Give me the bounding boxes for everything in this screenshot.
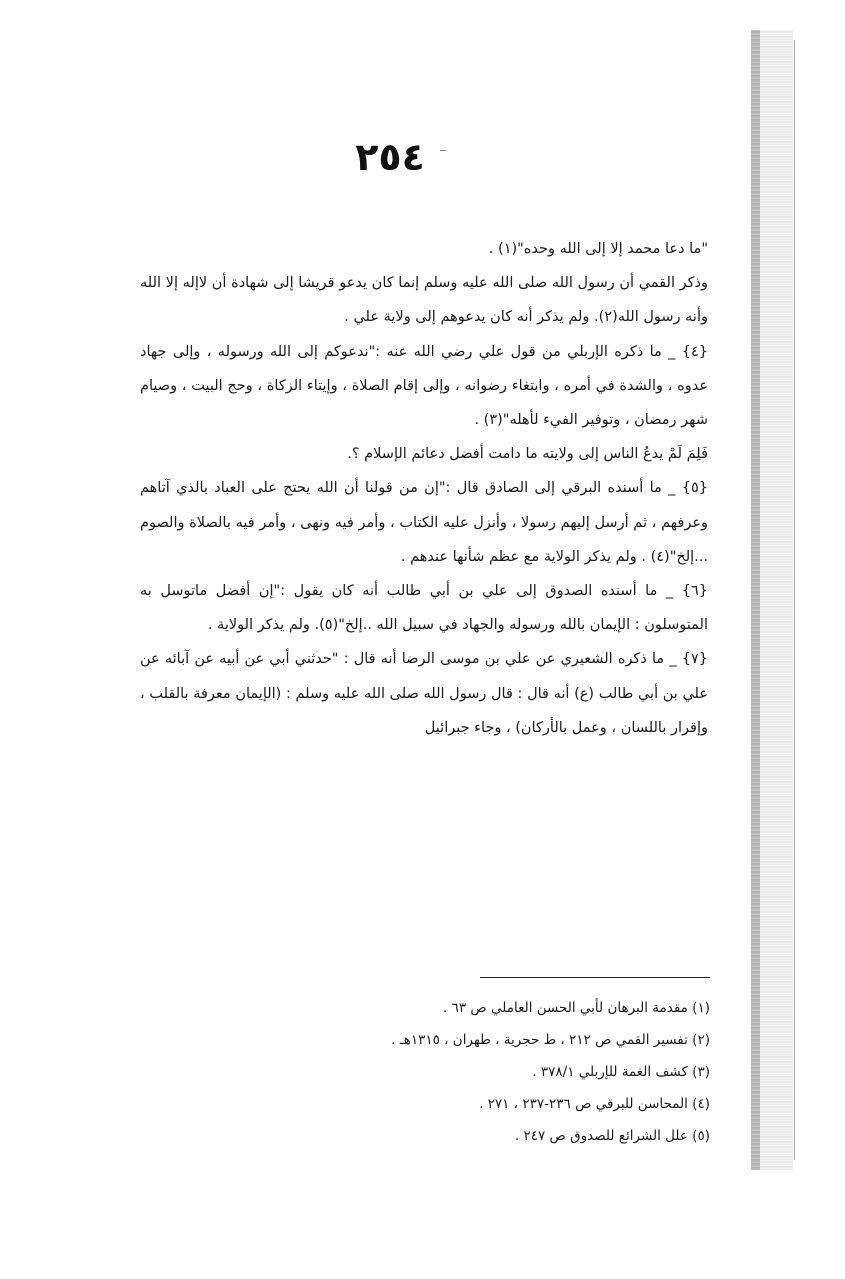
paragraph-6: {٦} _ ما أسنده الصدوق إلى علي بن أبي طالب أنه كان يقول :"إن أفضل ماتوسل به المتوسلون : الإيمان بالله ورسوله والجهاد في سبيل الله ..إلخ"(٥). ولم يذكر الولاية . [140,583,708,634]
paragraph-3: {٤} _ ما ذكره الإربلي من قول علي رضي الله عنه :"ندعوكم إلى الله ورسوله ، وإلى جهاد عدوه ، والشدة في أمره ، وابتغاء رضوانه ، وإلى إقام الصلاة ، وإيتاء الزكاة ، وحج البيت ، وصيام شهر رمضان ، وتوفير الفيء لأهله"(٣) . [140,343,708,429]
footnote-3: (٣) كشف الغمة للإربلي ٣٧٨/١ . [532,1064,710,1080]
paragraph-2: وذكر القمي أن رسول الله صلى الله عليه وسلم إنما كان يدعو قريشا إلى شهادة أن لاإله إلا الله وأنه رسول الله(٢). ولم يذكر أنه كان يدعوهم إلى ولاية علي . [140,275,708,326]
binding-line [794,40,795,1160]
paragraph-5: {٥} _ ما أسنده البرقي إلى الصادق قال :"إن من قولنا أن الله يحتج على العباد بالذي آتاهم وعرفهم ، ثم أرسل إليهم رسولا ، وأنزل عليه الكتاب ، وأمر فيه ونهى ، وأمر فيه بالصلاة والصوم ...إلخ"(٤) . ولم يذكر الولاية مع عظم شأنها عندهم . [140,480,708,565]
footnote-5: (٥) علل الشرائع للصدوق ص ٢٤٧ . [514,1128,710,1144]
footnote-4: (٤) المحاسن للبرقي ص ٢٣٦-٢٣٧ ، ٢٧١ . [479,1096,710,1112]
footnote-2: (٢) تفسير القمي ص ٢١٢ ، ط حجرية ، طهران ، ١٣١٥هـ . [391,1032,710,1048]
footnote-separator [480,977,710,978]
page-number: ٢٥٤ [355,135,425,179]
stray-mark [440,150,446,151]
footnotes [140,992,710,1152]
paragraph-4: فَلِمَ لَمْ يدعُ الناس إلى ولايته ما دامت أفضل دعائم الإسلام ؟. [347,446,708,463]
paragraph-1: "ما دعا محمد إلا إلى الله وحده"(١) . [488,241,708,257]
binding-edge-scan-artifact [751,30,793,1170]
footnote-1: (١) مقدمة البرهان لأبي الحسن العاملي ص ٦٣ . [442,1000,710,1016]
main-text [140,232,708,745]
paragraph-7: {٧} _ ما ذكره الشعيري عن علي بن موسى الرضا أنه قال : "حدثني أبي عن أبيه عن آبائه عن علي بن أبي طالب (ع) أنه قال : قال رسول الله صلى الله عليه وسلم : (الإيمان معرفة بالقلب ، وإقرار باللسان ، وعمل بالأركان) ، وجاء جبرائيل [140,651,708,736]
